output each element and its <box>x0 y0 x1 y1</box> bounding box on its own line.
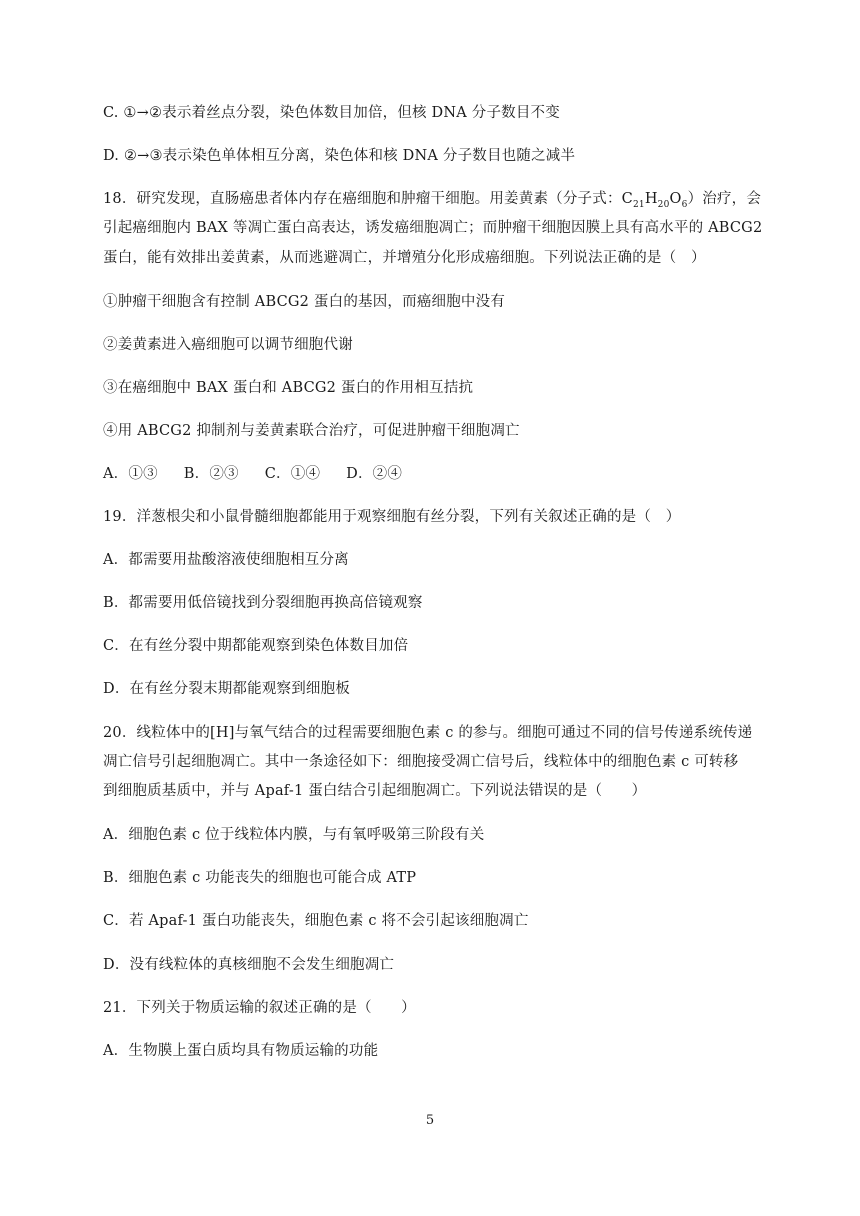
q21-option-a: A．生物膜上蛋白质均具有物质运输的功能 <box>103 1043 379 1059</box>
q18-statement-3: ③在癌细胞中 BAX 蛋白和 ABCG2 蛋白的作用相互拮抗 <box>103 380 474 396</box>
q17-option-d: D. ②→③表示染色单体相互分离，染色体和核 DNA 分子数目也随之减半 <box>103 148 576 164</box>
q18-option-a: A．①③ <box>103 466 158 482</box>
q18-stem-text-c: O <box>669 191 682 207</box>
q18-options <box>103 464 428 484</box>
q21-stem: 21．下列关于物质运输的叙述正确的是（ ） <box>103 1000 416 1016</box>
q18-option-d: D．②④ <box>346 466 403 482</box>
q20-stem-line1: 20．线粒体中的[H]与氧气结合的过程需要细胞色素 c 的参与。细胞可通过不同的信号传递系统传递 <box>103 725 753 741</box>
formula-sub-21: 21 <box>632 199 645 210</box>
q18-stem-line2: 引起癌细胞内 BAX 等凋亡蛋白高表达，诱发癌细胞凋亡；而肿瘤干细胞因膜上具有高水平的 ABCG2 <box>103 220 763 236</box>
q18-statement-4: ④用 ABCG2 抑制剂与姜黄素联合治疗，可促进肿瘤干细胞凋亡 <box>103 423 520 439</box>
q19-option-a: A．都需要用盐酸溶液使细胞相互分离 <box>103 552 349 568</box>
formula-sub-6: 6 <box>681 199 688 210</box>
formula-sub-20: 20 <box>657 199 670 210</box>
q19-stem: 19．洋葱根尖和小鼠骨髓细胞都能用于观察细胞有丝分裂，下列有关叙述正确的是（ ） <box>103 509 681 525</box>
q18-stem-text-a: 18．研究发现，直肠癌患者体内存在癌细胞和肿瘤干细胞。用姜黄素（分子式：C <box>103 191 633 207</box>
q19-option-d: D．在有丝分裂末期都能观察到细胞板 <box>103 681 351 697</box>
q18-stem-line1 <box>103 189 761 209</box>
q20-option-a: A．细胞色素 c 位于线粒体内膜，与有氧呼吸第三阶段有关 <box>103 827 485 843</box>
q20-option-b: B．细胞色素 c 功能丧失的细胞也可能合成 ATP <box>103 870 417 886</box>
q20-stem-line3: 到细胞质基质中，并与 Apaf-1 蛋白结合引起细胞凋亡。下列说法错误的是（ ） <box>103 783 647 799</box>
page-number: 5 <box>425 1113 435 1128</box>
q18-stem-text-b: H <box>644 191 658 207</box>
q19-option-c: C．在有丝分裂中期都能观察到染色体数目加倍 <box>103 638 409 654</box>
q19-option-b: B．都需要用低倍镜找到分裂细胞再换高倍镜观察 <box>103 595 423 611</box>
q18-stem-text-d: ）治疗，会 <box>687 191 762 207</box>
q20-option-c: C．若 Apaf-1 蛋白功能丧失，细胞色素 c 将不会引起该细胞凋亡 <box>103 913 529 929</box>
q20-stem-line2: 凋亡信号引起细胞凋亡。其中一条途径如下：细胞接受凋亡信号后，线粒体中的细胞色素 c 可转移 <box>103 754 739 770</box>
q20-option-d: D．没有线粒体的真核细胞不会发生细胞凋亡 <box>103 957 395 973</box>
q18-stem-line3: 蛋白，能有效排出姜黄素，从而逃避凋亡，并增殖分化形成癌细胞。下列说法正确的是（ ） <box>103 250 706 266</box>
q18-statement-2: ②姜黄素进入癌细胞可以调节细胞代谢 <box>103 337 353 353</box>
q17-option-c: C. ①→②表示着丝点分裂，染色体数目加倍，但核 DNA 分子数目不变 <box>103 105 560 121</box>
q18-option-b: B．②③ <box>183 466 239 482</box>
q18-option-c: C．①④ <box>264 466 321 482</box>
q18-statement-1: ①肿瘤干细胞含有控制 ABCG2 蛋白的基因，而癌细胞中没有 <box>103 294 506 310</box>
